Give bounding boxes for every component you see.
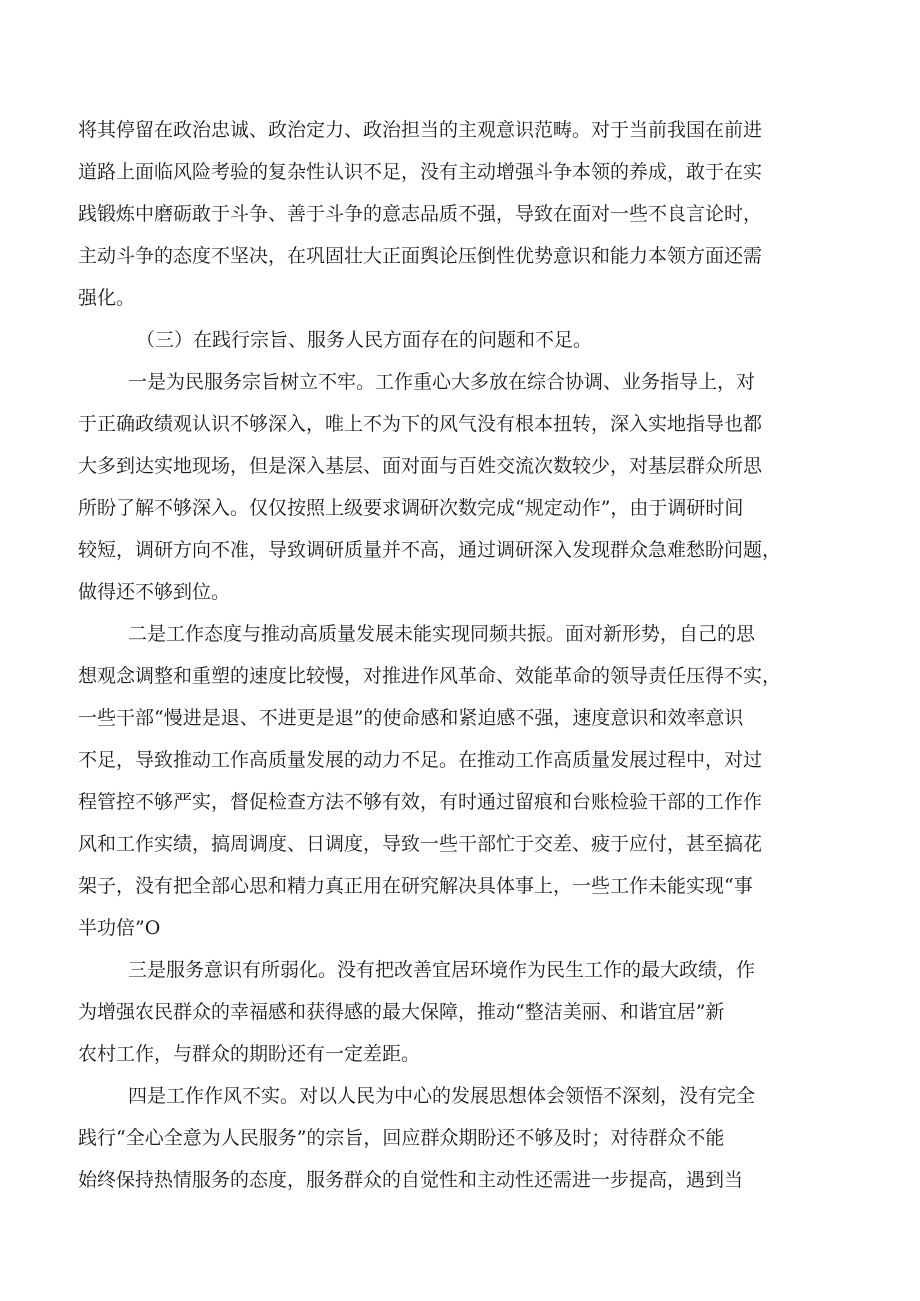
text-line: 主动斗争的态度不坚决，在巩固壮大正面舆论压倒性优势意识和能力本领方面还需 [78, 245, 763, 267]
text-line: 践行“全心全意为人民服务”的宗旨，回应群众期盼还不够及时；对待群众不能 [78, 1127, 725, 1149]
text-line: 不足，导致推动工作高质量发展的动力不足。在推动工作高质量发展过程中，对过 [78, 749, 763, 771]
text-line: 一些干部“慢进是退、不进更是退”的使命感和紧迫感不强，速度意识和效率意识 [78, 707, 744, 729]
section-heading: （三）在践行宗旨、服务人民方面存在的问题和不足。 [136, 329, 593, 351]
text-line: 大多到达实地现场，但是深入基层、面对面与百姓交流次数较少，对基层群众所思 [78, 455, 763, 477]
text-line: 做得还不够到位。 [78, 581, 231, 603]
text-line: 风和工作实绩，搞周调度、日调度，导致一些干部忙于交差、疲于应付，甚至搞花 [78, 833, 763, 855]
text-line: 所盼了解不够深入。仅仅按照上级要求调研次数完成“规定动作”，由于调研时间 [78, 497, 744, 519]
text-line: 于正确政绩观认识不够深入，唯上不为下的风气没有根本扭转，深入实地指导也都 [78, 413, 763, 435]
text-line: 较短，调研方向不准，导致调研质量并不高，通过调研深入发现群众急难愁盼问题， [78, 539, 782, 561]
text-line: 一是为民服务宗旨树立不牢。工作重心大多放在综合协调、业务指导上，对 [128, 371, 756, 393]
text-line: 强化。 [78, 287, 136, 309]
text-line: 三是服务意识有所弱化。没有把改善宜居环境作为民生工作的最大政绩，作 [128, 959, 756, 981]
text-line: 程管控不够严实，督促检查方法不够有效，有时通过留痕和台账检验干部的工作作 [78, 791, 763, 813]
text-line: 为增强农民群众的幸福感和获得感的最大保障，推动“整洁美丽、和谐宜居”新 [78, 1001, 725, 1023]
text-line: 二是工作态度与推动高质量发展未能实现同频共振。面对新形势，自己的思 [128, 623, 756, 645]
text-line: 四是工作作风不实。对以人民为中心的发展思想体会领悟不深刻，没有完全 [128, 1085, 756, 1107]
text-line: 道路上面临风险考验的复杂性认识不足，没有主动增强斗争本领的养成，敢于在实 [78, 161, 763, 183]
text-line: 践锻炼中磨砺敢于斗争、善于斗争的意志品质不强，导致在面对一些不良言论时， [78, 203, 763, 225]
text-line: 架子，没有把全部心思和精力真正用在研究解决具体事上，一些工作未能实现“事 [78, 875, 753, 897]
text-line: 将其停留在政治忠诚、政治定力、政治担当的主观意识范畴。对于当前我国在前进 [78, 119, 763, 141]
text-line: 农村工作，与群众的期盼还有一定差距。 [78, 1043, 421, 1065]
text-line: 想观念调整和重塑的速度比较慢，对推进作风革命、效能革命的领导责任压得不实， [78, 665, 782, 687]
text-line: 始终保持热情服务的态度，服务群众的自觉性和主动性还需进一步提高，遇到当 [78, 1169, 744, 1191]
text-line: 半功倍”O [78, 917, 161, 939]
